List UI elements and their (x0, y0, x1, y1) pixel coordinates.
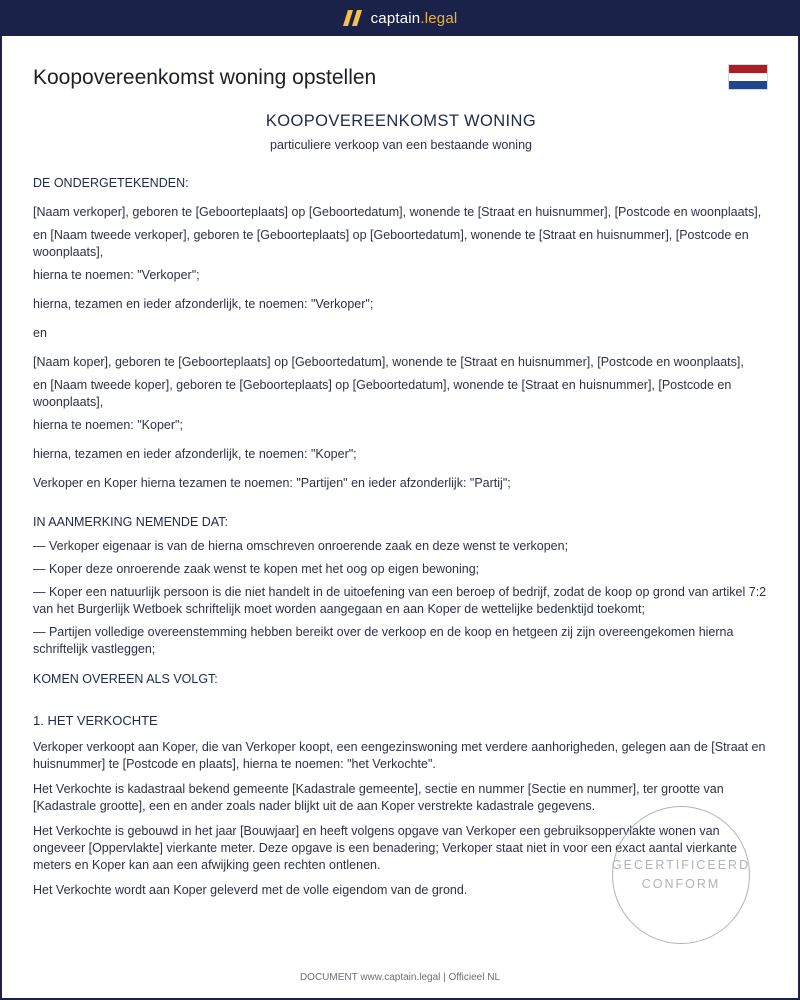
flag-stripe-red (729, 65, 767, 73)
considering-heading: IN AANMERKING NEMENDE DAT: (33, 515, 228, 529)
sellers-joint: hierna, tezamen en ieder afzonderlijk, te noemen: "Verkoper"; (33, 297, 374, 311)
and-separator: en (33, 326, 47, 340)
section-1-paragraph-3: Het Verkochte is gebouwd in het jaar [Bouwjaar] en heeft volgens opgave van Verkoper een gebruiksoppervlakte wonen van ongeveer [Oppervlakte] vierkante meter. Deze opgave is een benadering; Verkoper staat niet in voor een exact aantal vierkante meters en Koper kan aan een afwijking geen rechten ontlenen. (33, 824, 737, 872)
consideration-3: — Koper een natuurlijk persoon is die niet handelt in de uitoefening van een beroep of bedrijf, zodat de koop op grond van artikel 7:2 van het Burgerlijk Wetboek schriftelijk moet worden aangegaan en aan Koper de wettelijke bedenktijd toekomt; (33, 585, 767, 616)
buyer-label: hierna te noemen: "Koper"; (33, 418, 183, 432)
section-1-paragraph-2: Het Verkochte is kadastraal bekend gemeente [Kadastrale gemeente], sectie en nummer [Sectie en nummer], ter grootte van [Kadastrale grootte], een en ander zoals nader blijkt uit de aan Koper verstrekte kadastrale gegevens. (33, 782, 724, 813)
buyers-joint: hierna, tezamen en ieder afzonderlijk, te noemen: "Koper"; (33, 447, 357, 461)
flag-stripe-white (729, 73, 767, 81)
document-page (2, 36, 798, 998)
contract-document (33, 110, 769, 948)
seller-1: [Naam verkoper], geboren te [Geboorteplaats] op [Geboortedatum], wonende te [Straat en huisnummer], [Postcode en woonplaats], (33, 205, 762, 219)
flag-stripe-blue (729, 81, 767, 89)
section-1-paragraph-1: Verkoper verkoopt aan Koper, die van Verkoper koopt, een eengezinswoning met verdere aanhorigheden, gelegen aan de [Straat en huisnummer] te [Postcode en plaats], hierna te noemen: "het Verkochte". (33, 740, 766, 771)
consideration-4: — Partijen volledige overeenstemming hebben bereikt over de verkoop en de koop en hetgeen zij zijn overeengekomen hierna schriftelijk vastleggen; (33, 625, 734, 656)
page-footer: DOCUMENT www.captain.legal | Officieel NL (299, 972, 501, 983)
seller-label: hierna te noemen: "Verkoper"; (33, 268, 200, 282)
consideration-2: — Koper deze onroerende zaak wenst te kopen met het oog op eigen bewoning; (33, 562, 480, 576)
undersigned-heading: DE ONDERGETEKENDEN: (33, 176, 189, 190)
stamp-line-2: CONFORM (641, 877, 721, 891)
parties-definition: Verkoper en Koper hierna tezamen te noemen: "Partijen" en ieder afzonderlijk: "Partij"; (33, 476, 511, 490)
buyer-2: en [Naam tweede koper], geboren te [Geboorteplaats] op [Geboortedatum], wonende te [Straat en huisnummer], [Postcode en woonplaats], (33, 378, 732, 409)
brand-mark-icon (343, 9, 363, 27)
buyer-1: [Naam koper], geboren te [Geboorteplaats] op [Geboortedatum], wonende te [Straat en huisnummer], [Postcode en woonplaats], (33, 355, 744, 369)
document-subtitle: particuliere verkoop van een bestaande woning (270, 138, 532, 152)
document-title: KOOPOVEREENKOMST WONING (265, 112, 537, 130)
brand-name: captain.legal (370, 9, 458, 27)
seller-2: en [Naam tweede verkoper], geboren te [Geboorteplaats] op [Geboortedatum], wonende te [Straat en huisnummer], [Postcode en woonplaats], (33, 228, 749, 259)
top-bar (0, 0, 800, 36)
stamp-line-1: GECERTIFICEERD (611, 858, 751, 872)
brand-logo[interactable] (343, 9, 458, 27)
page-title: Koopovereenkomst woning opstellen (33, 66, 377, 89)
section-1-paragraph-4: Het Verkochte wordt aan Koper geleverd met de volle eigendom van de grond. (33, 883, 468, 897)
agree-heading: KOMEN OVEREEN ALS VOLGT: (33, 672, 218, 686)
consideration-1: — Verkoper eigenaar is van de hierna omschreven onroerende zaak en deze wenst te verkopen; (33, 539, 569, 553)
netherlands-flag-icon[interactable] (728, 64, 768, 90)
section-1-heading: 1. HET VERKOCHTE (33, 713, 158, 728)
